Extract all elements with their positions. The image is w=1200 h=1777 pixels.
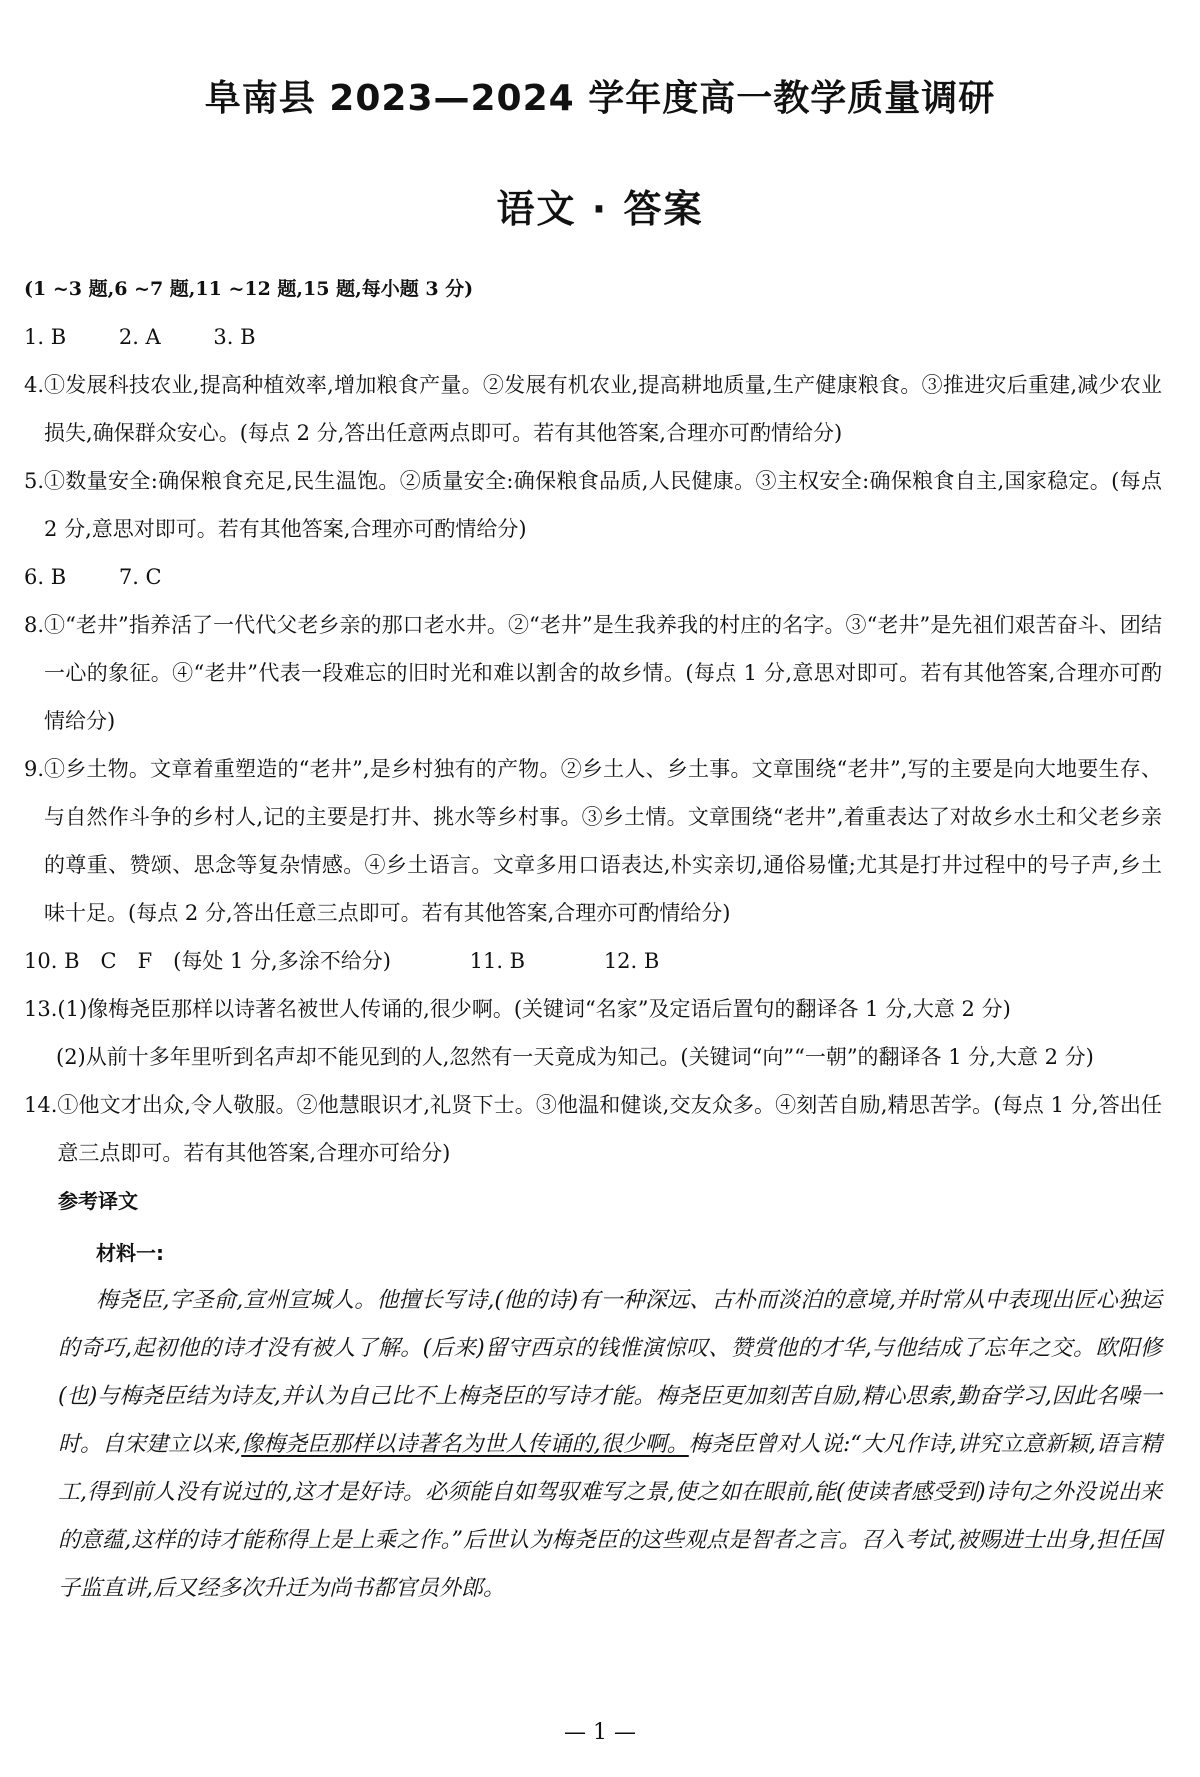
answer-2: 2. A xyxy=(118,325,161,349)
answers-1-3 xyxy=(24,313,1162,361)
answers-10-12 xyxy=(24,937,1162,985)
reference-translation-title: 参考译文 xyxy=(58,1189,138,1213)
answer-3: 3. B xyxy=(213,325,256,349)
answer-text: ①数量安全:确保粮食充足,民生温饱。②质量安全:确保粮食品质,人民健康。③主权安全:确保粮食自主,国家稳定。(每点 2 分,意思对即可。若有其他答案,合理亦可酌情给分) xyxy=(44,469,1162,541)
material-one-title: 材料一: xyxy=(96,1241,164,1265)
answer-13-part-2: (2)从前十多年里听到名声却不能见到的人,忽然有一天竟成为知己。(关键词“向”“一朝”的翻译各 1 分,大意 2 分) xyxy=(56,1045,1094,1069)
question-number: 8. xyxy=(24,613,45,637)
answers-6-7 xyxy=(24,553,1162,601)
page-title: 阜南县 2023—2024 学年度高一教学质量调研 xyxy=(204,78,996,119)
answer-10: 10. B C F (每处 1 分,多涂不给分) xyxy=(24,949,391,973)
answer-6: 6. B xyxy=(24,565,67,589)
answer-text: ①乡土物。文章着重塑造的“老井”,是乡村独有的产物。②乡土人、乡土事。文章围绕“老井”,写的主要是向大地要生存、与自然作斗争的乡村人,记的主要是打井、挑水等乡村事。③乡土情。文章围绕“老井”,着重表达了对故乡水土和父老乡亲的尊重、赞颂、思念等复杂情感。④乡土语言。文章多用口语表达,朴实亲切,通俗易懂;尤其是打井过程中的号子声,乡土味十足。(每点 2 分,答出任意三点即可。若有其他答案,合理亦可酌情给分) xyxy=(44,757,1162,925)
answer-13-part-1: (1)像梅尧臣那样以诗著名被世人传诵的,很少啊。(关键词“名家”及定语后置句的翻译各 1 分,大意 2 分) xyxy=(57,997,1011,1021)
question-number: 5. xyxy=(24,469,45,493)
answer-text: ①他文才出众,令人敬服。②他慧眼识才,礼贤下士。③他温和健谈,交友众多。④刻苦自励,精思苦学。(每点 1 分,答出任意三点即可。若有其他答案,合理亦可给分) xyxy=(57,1093,1162,1165)
translation-text-before: 梅尧臣,字圣俞,宣州宣城人。他擅长写诗,(他的诗)有一种深远、古朴而淡泊的意境,并时常从中表现出匠心独运的奇巧,起初他的诗才没有被人了解。(后来)留守西京的钱惟演惊叹、赞赏他的才华,与他结成了忘年之交。欧阳修(也)与梅尧臣结为诗友,并认为自己比不上梅尧臣的写诗才能。梅尧臣更加刻苦自励,精心思索,勤奋学习,因此名噪一时。自宋建立以来, xyxy=(58,1288,1162,1457)
question-number: 9. xyxy=(24,757,45,781)
answer-8 xyxy=(24,601,1162,745)
translation-paragraph xyxy=(24,1277,1162,1613)
question-number: 14. xyxy=(24,1093,58,1117)
answer-14 xyxy=(24,1081,1162,1177)
answer-5 xyxy=(24,457,1162,553)
answer-4 xyxy=(24,361,1162,457)
question-number: 13. xyxy=(24,997,58,1021)
answer-7: 7. C xyxy=(118,565,162,589)
answer-content xyxy=(24,265,1162,1613)
answer-11: 11. B xyxy=(469,949,526,973)
score-note: (1 ~3 题,6 ~7 题,11 ~12 题,15 题,每小题 3 分) xyxy=(24,278,474,300)
answer-13 xyxy=(24,985,1162,1033)
page-subtitle: 语文 · 答案 xyxy=(496,187,704,231)
page-number: — 1 — xyxy=(564,1720,636,1745)
answer-1: 1. B xyxy=(24,325,67,349)
answer-text: ①发展科技农业,提高种植效率,增加粮食产量。②发展有机农业,提高耕地质量,生产健康粮食。③推进灾后重建,减少农业损失,确保群众安心。(每点 2 分,答出任意两点即可。若有其他答案,合理亦可酌情给分) xyxy=(44,373,1162,445)
question-number: 4. xyxy=(24,373,45,397)
answer-9 xyxy=(24,745,1162,937)
translation-text-after: 梅尧臣曾对人说:“大凡作诗,讲究立意新颖,语言精工,得到前人没有说过的,这才是好诗。必须能自如驾驭难写之景,使之如在眼前,能(使读者感受到)诗句之外没说出来的意蕴,这样的诗才能称得上是上乘之作。”后世认为梅尧臣的这些观点是智者之言。召入考试,被赐进士出身,担任国子监直讲,后又经多次升迁为尚书都官员外郎。 xyxy=(58,1432,1162,1601)
translation-underlined-sentence: 像梅尧臣那样以诗著名为世人传诵的,很少啊。 xyxy=(241,1432,689,1457)
answer-text: ①“老井”指养活了一代代父老乡亲的那口老水井。②“老井”是生我养我的村庄的名字。③“老井”是先祖们艰苦奋斗、团结一心的象征。④“老井”代表一段难忘的旧时光和难以割舍的故乡情。(每点 1 分,意思对即可。若有其他答案,合理亦可酌情给分) xyxy=(44,613,1162,733)
answer-12: 12. B xyxy=(603,949,660,973)
